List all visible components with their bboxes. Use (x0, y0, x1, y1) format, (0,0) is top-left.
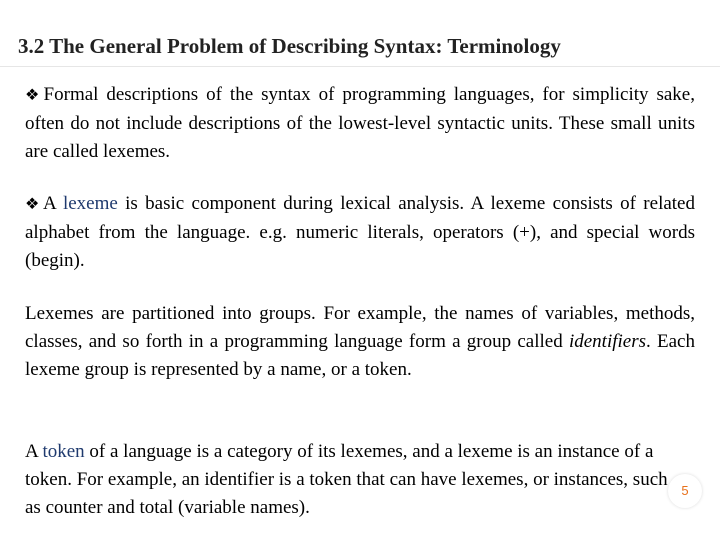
token-keyword: token (42, 441, 85, 462)
paragraph-lexeme-groups (25, 300, 695, 384)
page-number: 5 (668, 474, 702, 508)
section-number: 3.2 (18, 34, 45, 58)
paragraph-text: Formal descriptions of the syntax of programming languages, for simplicity sake, often do not include descriptions of the lowest-level syntactic units. These small units are called lexemes. (25, 84, 695, 162)
identifiers-term: identifiers (568, 331, 647, 352)
paragraph-token-definition (25, 438, 675, 522)
paragraph-text-rest: . Each lexeme group is represented by a name, or a token. (25, 331, 695, 380)
paragraph-text-start: A (42, 193, 63, 214)
diamond-bullet-icon: ❖ (25, 87, 43, 104)
paragraph-text-start: Lexemes are partitioned into groups. For example, the names of variables, methods, classes, and so forth in a programming language form a group called (25, 303, 695, 352)
diamond-bullet-icon: ❖ (25, 196, 42, 213)
lexeme-keyword: lexeme (62, 193, 118, 214)
paragraph-text-start: A (25, 441, 43, 462)
slide-title (18, 34, 561, 59)
title-divider (0, 66, 720, 67)
paragraph-text-rest: of a language is a category of its lexemes, and a lexeme is an instance of a token. For example, an identifier is a token that can have lexemes, or instances, such as counter and total (variable names). (25, 441, 668, 518)
title-text: The General Problem of Describing Syntax: Terminology (49, 34, 561, 58)
paragraph-text-rest: is basic component during lexical analysis. A lexeme consists of related alphabet from the language. e.g. numeric literals, operators (+), and special words (begin). (25, 193, 695, 271)
paragraph-lexeme-definition (25, 190, 695, 275)
paragraph-formal-descriptions (25, 81, 695, 166)
